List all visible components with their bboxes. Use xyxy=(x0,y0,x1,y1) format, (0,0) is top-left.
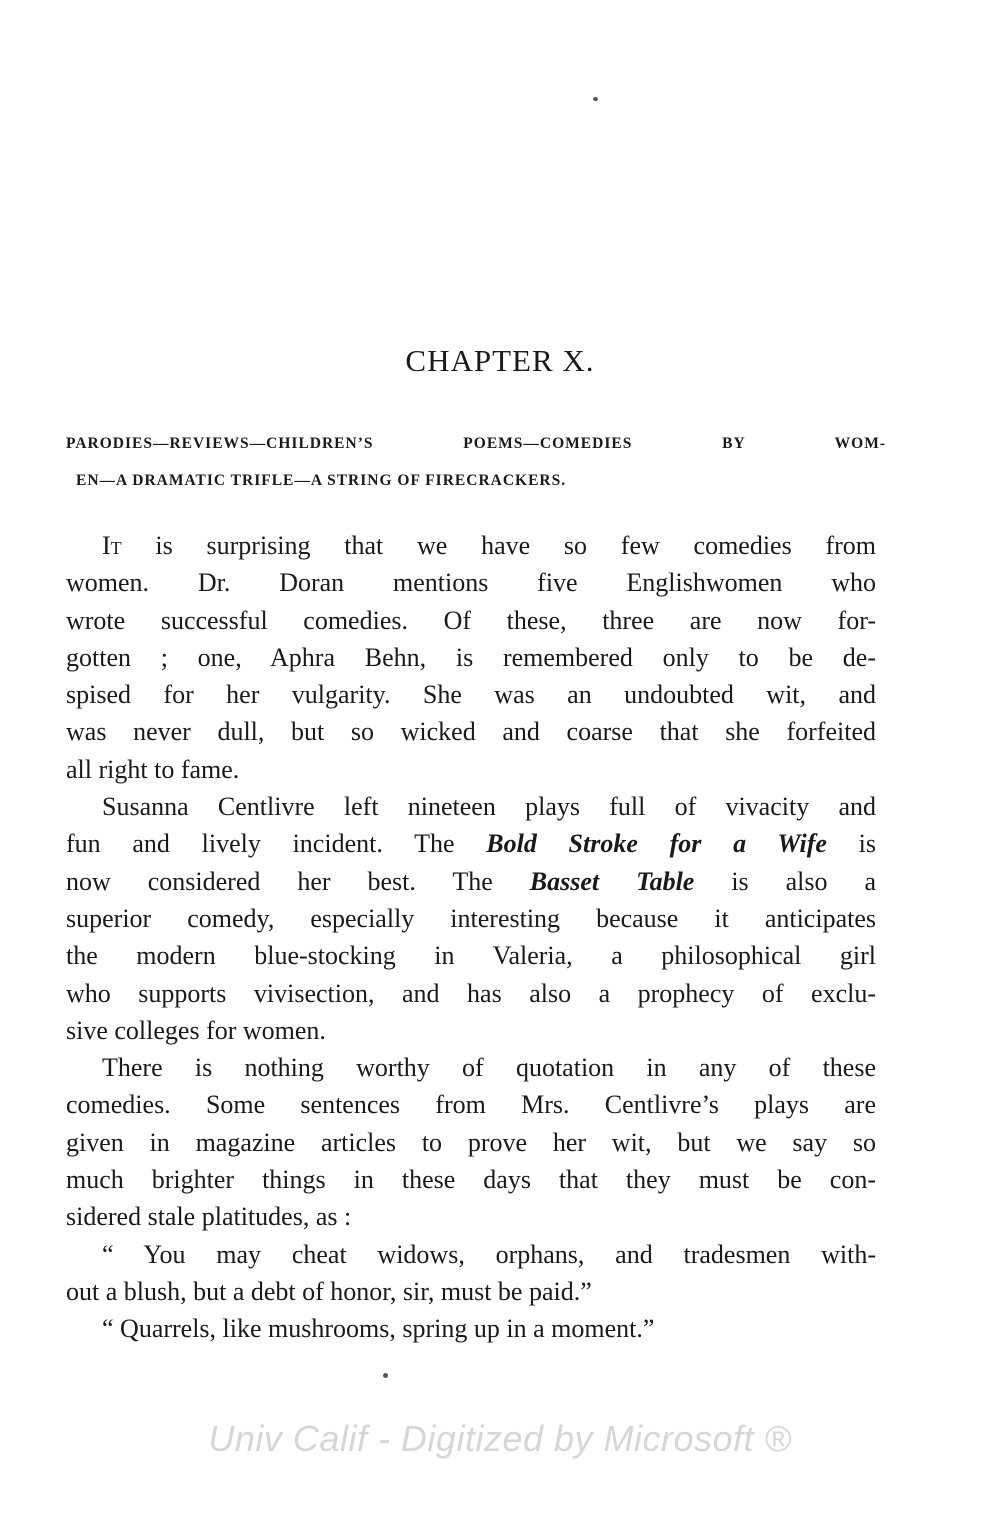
chapter-title: CHAPTER X. xyxy=(405,343,595,378)
text-line: spised for her vulgarity. She was an undoubted wit, and xyxy=(66,680,876,710)
text-line: the modern blue-stocking in Valeria, a philosophical girl xyxy=(66,941,876,971)
text-line: It is surprising that we have so few comedies from xyxy=(102,531,877,560)
play-title: Basset Table xyxy=(529,866,695,896)
text-line: all right to fame. xyxy=(66,754,240,784)
digitization-watermark: Univ Calif - Digitized by Microsoft ® xyxy=(208,1418,792,1459)
summary-line: EN—A DRAMATIC TRIFLE—A STRING OF FIRECRACKERS. xyxy=(76,472,567,489)
quote-line: “ Quarrels, like mushrooms, spring up in a moment.” xyxy=(102,1314,655,1344)
text-line: much brighter things in these days that they must be con- xyxy=(66,1165,876,1195)
text-line: superior comedy, especially interesting because it anticipates xyxy=(66,903,876,933)
text-line: sidered stale platitudes, as : xyxy=(66,1202,352,1232)
play-title: Bold Stroke for a Wife xyxy=(486,829,827,859)
text-line: who supports vivisection, and has also a prophecy of exclu- xyxy=(66,978,876,1008)
drop-cap: It xyxy=(102,531,122,560)
text-line: given in magazine articles to prove her wit, but we say so xyxy=(66,1127,876,1157)
text-line: sive colleges for women. xyxy=(66,1015,326,1045)
scan-speck xyxy=(593,97,598,101)
text-line: was never dull, but so wicked and coarse that she forfeited xyxy=(66,717,876,747)
quote-line: out a blush, but a debt of honor, sir, must be paid.” xyxy=(66,1276,592,1306)
text-line: comedies. Some sentences from Mrs. Centlivre’s plays are xyxy=(66,1090,876,1120)
text-line: Susanna Centlivre left nineteen plays full of vivacity and xyxy=(102,792,876,822)
summary-line: PARODIES—REVIEWS—CHILDREN’S POEMS—COMEDIES BY WOM- xyxy=(66,435,886,452)
text-line: now considered her best. The Basset Table is also a xyxy=(66,866,877,896)
text-line: gotten ; one, Aphra Behn, is remembered only to be de- xyxy=(66,642,876,672)
text-line: women. Dr. Doran mentions five Englishwomen who xyxy=(66,568,876,598)
quote-line: “ You may cheat widows, orphans, and tradesmen with- xyxy=(102,1239,876,1269)
text-line: fun and lively incident. The Bold Stroke for a Wife is xyxy=(66,829,877,859)
text-line: There is nothing worthy of quotation in any of these xyxy=(102,1053,876,1083)
chapter-summary xyxy=(66,425,886,499)
text-line: wrote successful comedies. Of these, three are now for- xyxy=(66,605,876,635)
scan-speck xyxy=(383,1373,388,1378)
body-text xyxy=(66,527,876,1348)
